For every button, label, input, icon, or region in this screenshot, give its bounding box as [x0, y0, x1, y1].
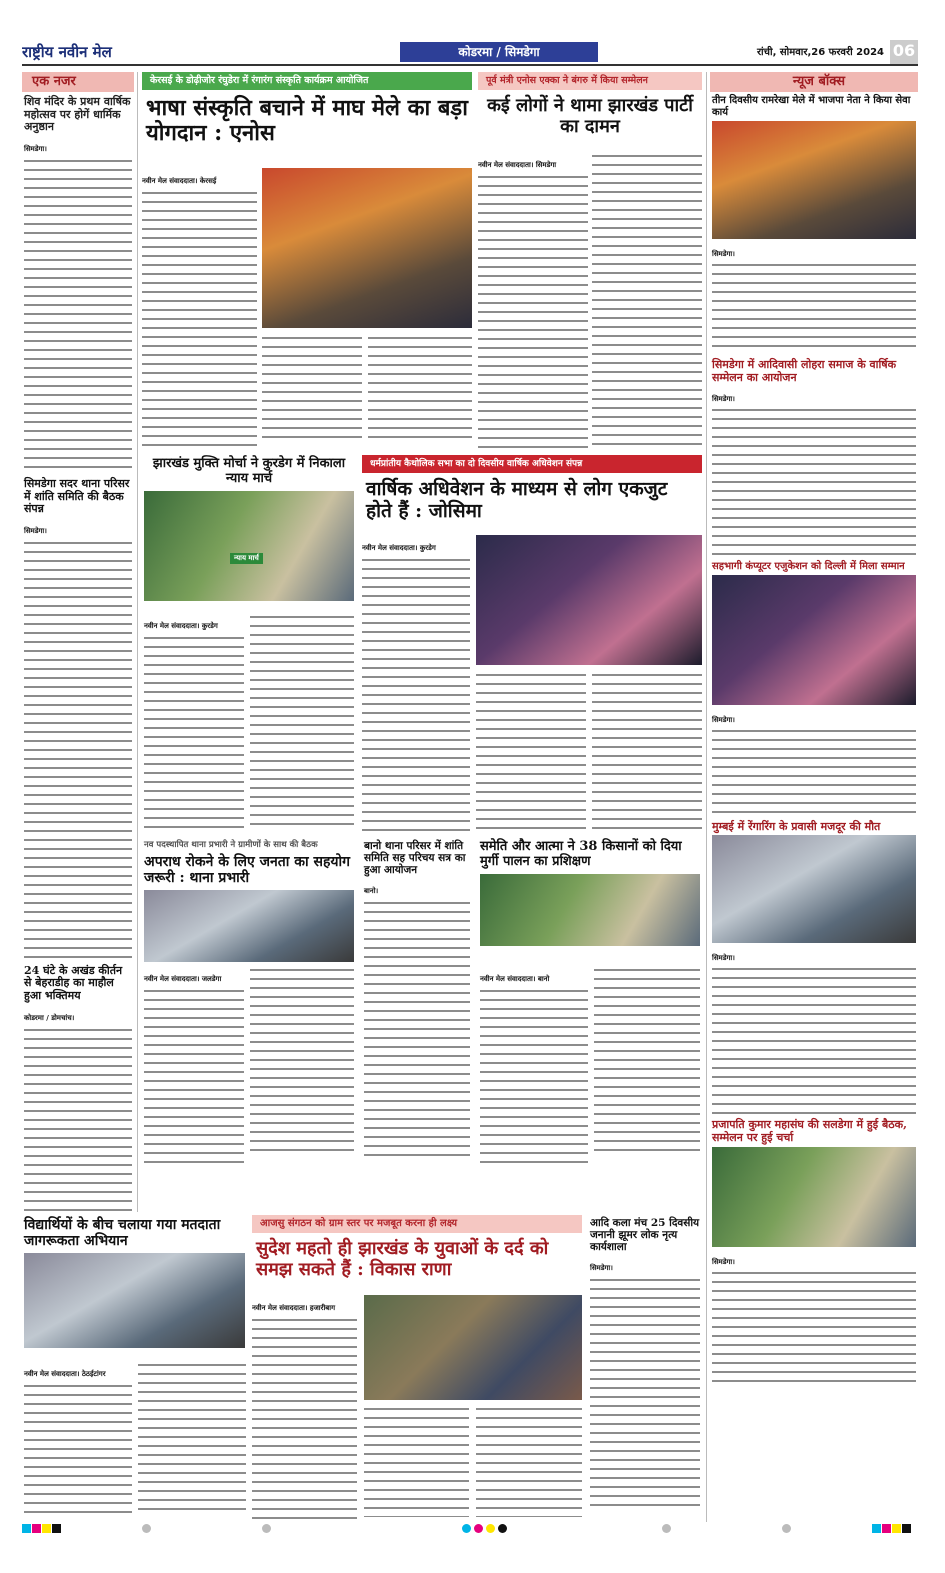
left-story-1-dateline: सिमडेगा। — [24, 144, 47, 153]
story-dateline: नवीन मेल संवाददाता। जलडेगा — [144, 975, 222, 983]
right-story-1-body — [712, 261, 916, 353]
print-registration-bar — [22, 1524, 918, 1534]
sabha-stage-photo — [476, 535, 702, 665]
masthead — [22, 40, 918, 66]
story-body-col2 — [250, 966, 354, 1158]
story-dateline: नवीन मेल संवाददाता। सिमडेगा — [478, 161, 557, 169]
story-catholic-sabha — [362, 455, 702, 835]
story-headline: भाषा संस्कृति बचाने में माघ मेले का बड़ा योगदान : एनोस — [146, 95, 468, 147]
left-story-1-body — [24, 157, 132, 472]
story-body-col2 — [250, 613, 354, 831]
story-murgi-palan — [478, 838, 702, 1168]
column-divider — [137, 72, 138, 1212]
story-kicker: धर्मप्रांतीय कैथोलिक सभा का दो दिवसीय वार्षिक अधिवेशन संपन्न — [362, 455, 702, 473]
right-story-5-dateline: सिमडेगा। — [712, 1257, 735, 1266]
left-story-2-body — [24, 539, 132, 959]
column-divider — [706, 72, 707, 1522]
story-body-col2 — [594, 966, 700, 1158]
ajsu-meeting-photo — [364, 1295, 582, 1400]
cultural-event-photo — [262, 168, 472, 328]
story-headline: सुदेश महतो ही झारखंड के युवाओं के दर्द को समझ सकते हैं : विकास राणा — [256, 1238, 549, 1280]
right-story-2-body — [712, 406, 916, 556]
right-column — [710, 72, 918, 1522]
story-body — [364, 899, 470, 1159]
story-kicker: केरसई के डोढ़ीजोर रंघुडेरा में रंगारंग संस्कृति कार्यक्रम आयोजित — [142, 72, 472, 90]
left-column — [22, 72, 134, 1212]
story-headline: कई लोगों ने थामा झारखंड पार्टी का दामन — [487, 95, 693, 137]
story-thana-prabhari — [142, 838, 356, 1168]
story-dateline: सिमडेगा। — [590, 1264, 613, 1273]
left-story-3-dateline: कोडरमा / डोमचांच। — [24, 1013, 75, 1022]
story-body-col2 — [476, 671, 586, 831]
right-story-1-headline: तीन दिवसीय रामरेखा मेले में भाजपा नेता ने किया सेवा कार्य — [712, 95, 911, 118]
right-column-header: न्यूज बॉक्स — [710, 72, 918, 92]
story-headline: झारखंड मुक्ति मोर्चा ने कुरडेग में निकाला न्याय मार्च — [152, 456, 346, 486]
story-body-col2 — [262, 334, 362, 444]
right-story-1-dateline: सिमडेगा। — [712, 250, 735, 258]
story-headline: अपराध रोकने के लिए जनता का सहयोग जरूरी : थाना प्रभारी — [144, 854, 351, 887]
story-voter-awareness — [22, 1215, 247, 1520]
left-column-header: एक नजर — [22, 72, 134, 92]
story-body — [362, 556, 470, 835]
award-ceremony-photo — [712, 575, 916, 705]
left-story-1-headline: शिव मंदिर के प्रथम वार्षिक महोत्सव पर होगें धार्मिक अनुष्ठान — [24, 95, 131, 134]
story-dateline: नवीन मेल संवाददाता। कुरडेग — [362, 544, 436, 552]
story-adi-kala-manch — [588, 1215, 702, 1520]
right-story-4-body — [712, 965, 916, 1115]
story-dateline: नवीन मेल संवाददाता। कुरडेग — [144, 622, 218, 630]
story-body-col2 — [592, 152, 702, 452]
story-dateline: नवीन मेल संवाददाता। ठेठईटांगर — [24, 1370, 106, 1378]
section-label: कोडरमा / सिमडेगा — [400, 42, 598, 62]
story-body — [144, 987, 244, 1167]
story-dateline: नवीन मेल संवाददाता। बानो — [480, 975, 550, 983]
story-nyay-march — [142, 455, 356, 835]
story-kicker: आजसु संगठन को ग्राम स्तर पर मजबूत करना ही लक्ष्य — [252, 1215, 582, 1233]
story-dateline: नवीन मेल संवाददाता। केरसई — [142, 177, 217, 185]
story-body-col3 — [368, 334, 472, 444]
story-kicker: नव पदस्थापित थाना प्रभारी ने ग्रामीणों के साथ की बैठक — [144, 840, 318, 850]
story-headline: विद्यार्थियों के बीच चलाया गया मतदाता जागरूकता अभियान — [24, 1217, 221, 1250]
story-body — [252, 1316, 357, 1520]
story-body-col3 — [592, 671, 702, 831]
ramrekha-mela-photo — [712, 121, 916, 239]
issue-date: रांची, सोमवार,26 फरवरी 2024 — [756, 47, 884, 58]
students-photo — [24, 1253, 245, 1348]
prajapati-meeting-photo — [712, 1147, 916, 1247]
story-headline: आदि कला मंच 25 दिवसीय जनानी झूमर लोक नृत्य कार्यशाला — [590, 1217, 700, 1254]
newspaper-title: राष्ट्रीय नवीन मेल — [22, 43, 112, 61]
story-ajsu — [252, 1215, 582, 1520]
story-body — [590, 1276, 700, 1511]
training-photo — [480, 874, 700, 946]
right-story-4-dateline: सिमडेगा। — [712, 954, 735, 963]
left-story-3-headline: 24 घंटे के अखंड कीर्तन से बेहराडीह का माहौल हुआ भक्तिमय — [24, 963, 123, 1003]
story-kicker: पूर्व मंत्री एनोस एक्का ने बंगरु में किया सम्मेलन — [478, 72, 702, 90]
story-body — [480, 987, 588, 1167]
story-bhasha-sanskriti — [142, 72, 472, 452]
village-meeting-photo — [144, 890, 354, 962]
right-story-5-body — [712, 1269, 916, 1389]
story-bano-shanti-samiti — [362, 838, 472, 1168]
story-body-col2 — [364, 1405, 469, 1517]
page-number: 06 — [890, 40, 918, 64]
right-story-2-headline: सिमडेगा में आदिवासी लोहरा समाज के वार्षिक सम्मेलन का आयोजन — [712, 358, 897, 384]
story-dateline: नवीन मेल संवाददाता। हजारीबाग — [252, 1304, 336, 1312]
story-body — [142, 189, 257, 452]
story-body — [24, 1382, 132, 1520]
right-story-3-dateline: सिमडेगा। — [712, 715, 735, 724]
right-story-5-headline: प्रजापति कुमार महासंघ की सलडेगा में हुई बैठक, सम्मेलन पर हुई चर्चा — [712, 1118, 907, 1145]
photo-banner-text: न्याय मार्च — [230, 553, 263, 564]
left-story-2-headline: सिमडेगा सदर थाना परिसर में शांति समिति की बैठक संपन्न — [24, 476, 130, 516]
right-story-3-body — [712, 727, 916, 817]
left-story-2-dateline: सिमडेगा। — [24, 526, 47, 535]
story-body-col2 — [138, 1361, 246, 1516]
story-jharkhand-party — [478, 72, 702, 452]
story-dateline: बानो। — [364, 887, 379, 896]
story-body-col3 — [476, 1405, 582, 1517]
story-headline: बानो थाना परिसर में शांति समिति सह परिचय सत्र का हुआ आयोजन — [364, 840, 466, 877]
story-body — [478, 173, 588, 452]
right-story-2-dateline: सिमडेगा। — [712, 395, 735, 404]
migrant-worker-photo — [712, 835, 916, 943]
story-headline: समेति और आत्मा ने 38 किसानों को दिया मुर्गी पालन का प्रशिक्षण — [480, 839, 682, 869]
right-story-3-headline: सहभागी कंप्यूटर एजुकेशन को दिल्ली में मिला सम्मान — [712, 561, 905, 573]
story-headline: वार्षिक अधिवेशन के माध्यम से लोग एकजुट होते हैं : जोसिमा — [366, 478, 668, 522]
nyay-march-photo — [144, 491, 354, 601]
left-story-3-body — [24, 1026, 132, 1212]
story-body — [144, 634, 244, 835]
right-story-4-headline: मुम्बई में रेंगारिंग के प्रवासी मजदूर की मौत — [712, 819, 881, 833]
